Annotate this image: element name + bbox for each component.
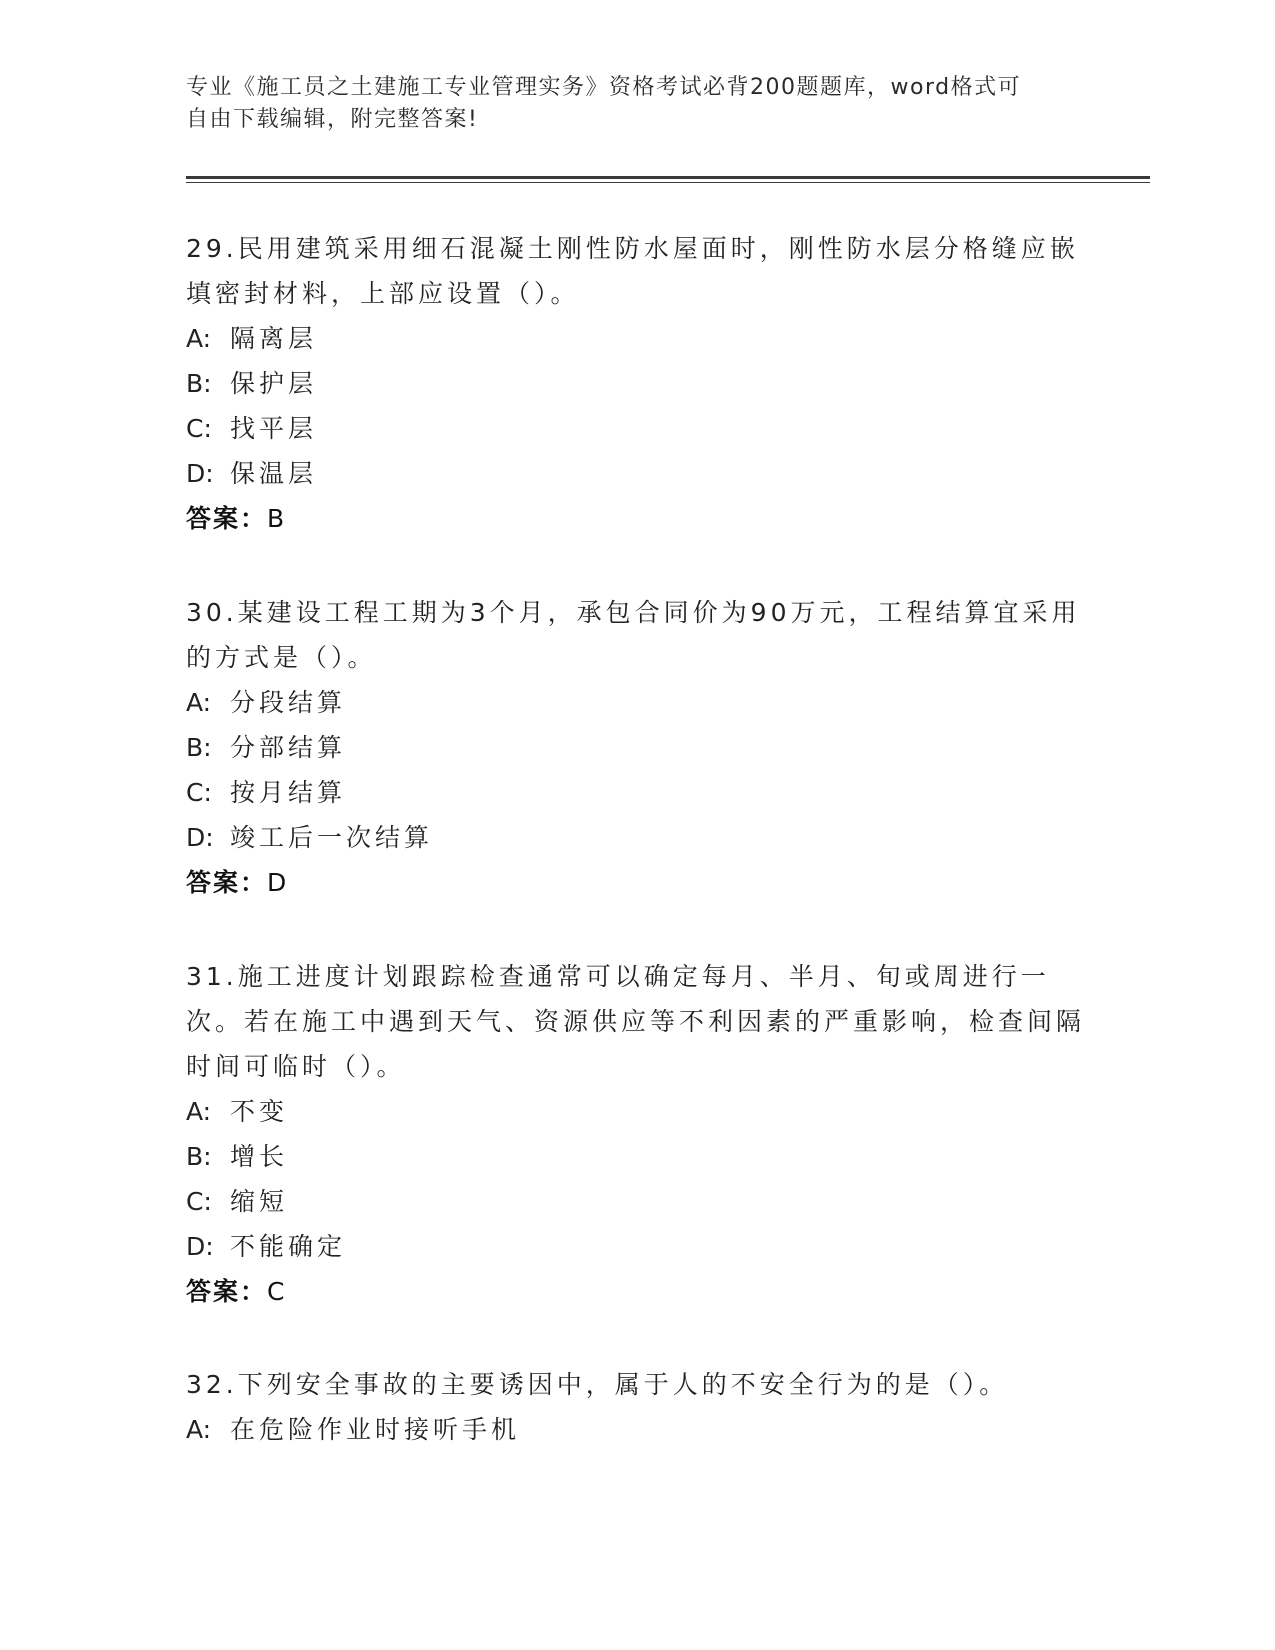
answer-line [186,496,1086,541]
answer-label: 答案： [186,1277,268,1306]
question-stem: 31.施工进度计划跟踪检查通常可以确定每月、半月、旬或周进行一次。若在施工中遇到天气、资源供应等不利因素的严重影响，检查间隔时间可临时（）。 [186,962,1086,1081]
option-text: 按月结算 [230,778,347,807]
option-letter: C: [186,1187,212,1216]
option-text: 不能确定 [230,1232,347,1261]
option-a [186,1407,1086,1452]
answer-label: 答案： [186,868,268,897]
option-b [186,1134,1086,1179]
option-b [186,361,1086,406]
option-d [186,1224,1086,1269]
option-text: 保护层 [230,369,318,398]
option-text: 分部结算 [230,733,347,762]
question-stem: 29.民用建筑采用细石混凝土刚性防水屋面时，刚性防水层分格缝应嵌填密封材料，上部应设置（）。 [186,234,1079,308]
answer-value: C [267,1277,286,1306]
option-text: 保温层 [230,459,318,488]
option-c [186,1179,1086,1224]
answer-value: D [267,868,288,897]
option-letter: B: [186,733,212,762]
answer-value: B [267,504,286,533]
option-letter: B: [186,369,212,398]
option-a [186,1089,1086,1134]
header-title-line-1: 专业《施工员之土建施工专业管理实务》资格考试必背200题题库，word格式可 [186,75,1022,100]
document-header [186,72,1066,136]
answer-line [186,1269,1086,1314]
option-text: 分段结算 [230,688,347,717]
option-text: 隔离层 [230,324,318,353]
option-letter: A: [186,688,212,717]
question-stem: 30.某建设工程工期为3个月，承包合同价为90万元，工程结算宜采用的方式是（）。 [186,598,1081,672]
option-letter: A: [186,324,212,353]
option-letter: A: [186,1097,212,1126]
option-text: 缩短 [230,1187,289,1216]
header-divider-thin [186,182,1150,183]
answer-line [186,860,1086,905]
option-text: 竣工后一次结算 [230,823,434,852]
option-text: 在危险作业时接听手机 [230,1415,521,1444]
option-d [186,451,1086,496]
option-letter: B: [186,1142,212,1171]
option-a [186,316,1086,361]
header-title-line-2: 自由下载编辑，附完整答案! [186,107,479,132]
option-d [186,815,1086,860]
header-divider-thick [186,176,1150,179]
answer-label: 答案： [186,504,268,533]
option-text: 找平层 [230,414,318,443]
option-c [186,770,1086,815]
question-32 [186,1362,1086,1452]
option-letter: A: [186,1415,212,1444]
option-text: 不变 [230,1097,289,1126]
option-text: 增长 [230,1142,289,1171]
option-letter: C: [186,414,212,443]
question-30 [186,590,1086,905]
option-b [186,725,1086,770]
option-a [186,680,1086,725]
option-letter: D: [186,459,214,488]
option-letter: D: [186,823,214,852]
question-31 [186,954,1086,1314]
option-letter: C: [186,778,212,807]
question-stem: 32.下列安全事故的主要诱因中，属于人的不安全行为的是（）。 [186,1370,1009,1399]
option-c [186,406,1086,451]
option-letter: D: [186,1232,214,1261]
question-29 [186,226,1086,541]
